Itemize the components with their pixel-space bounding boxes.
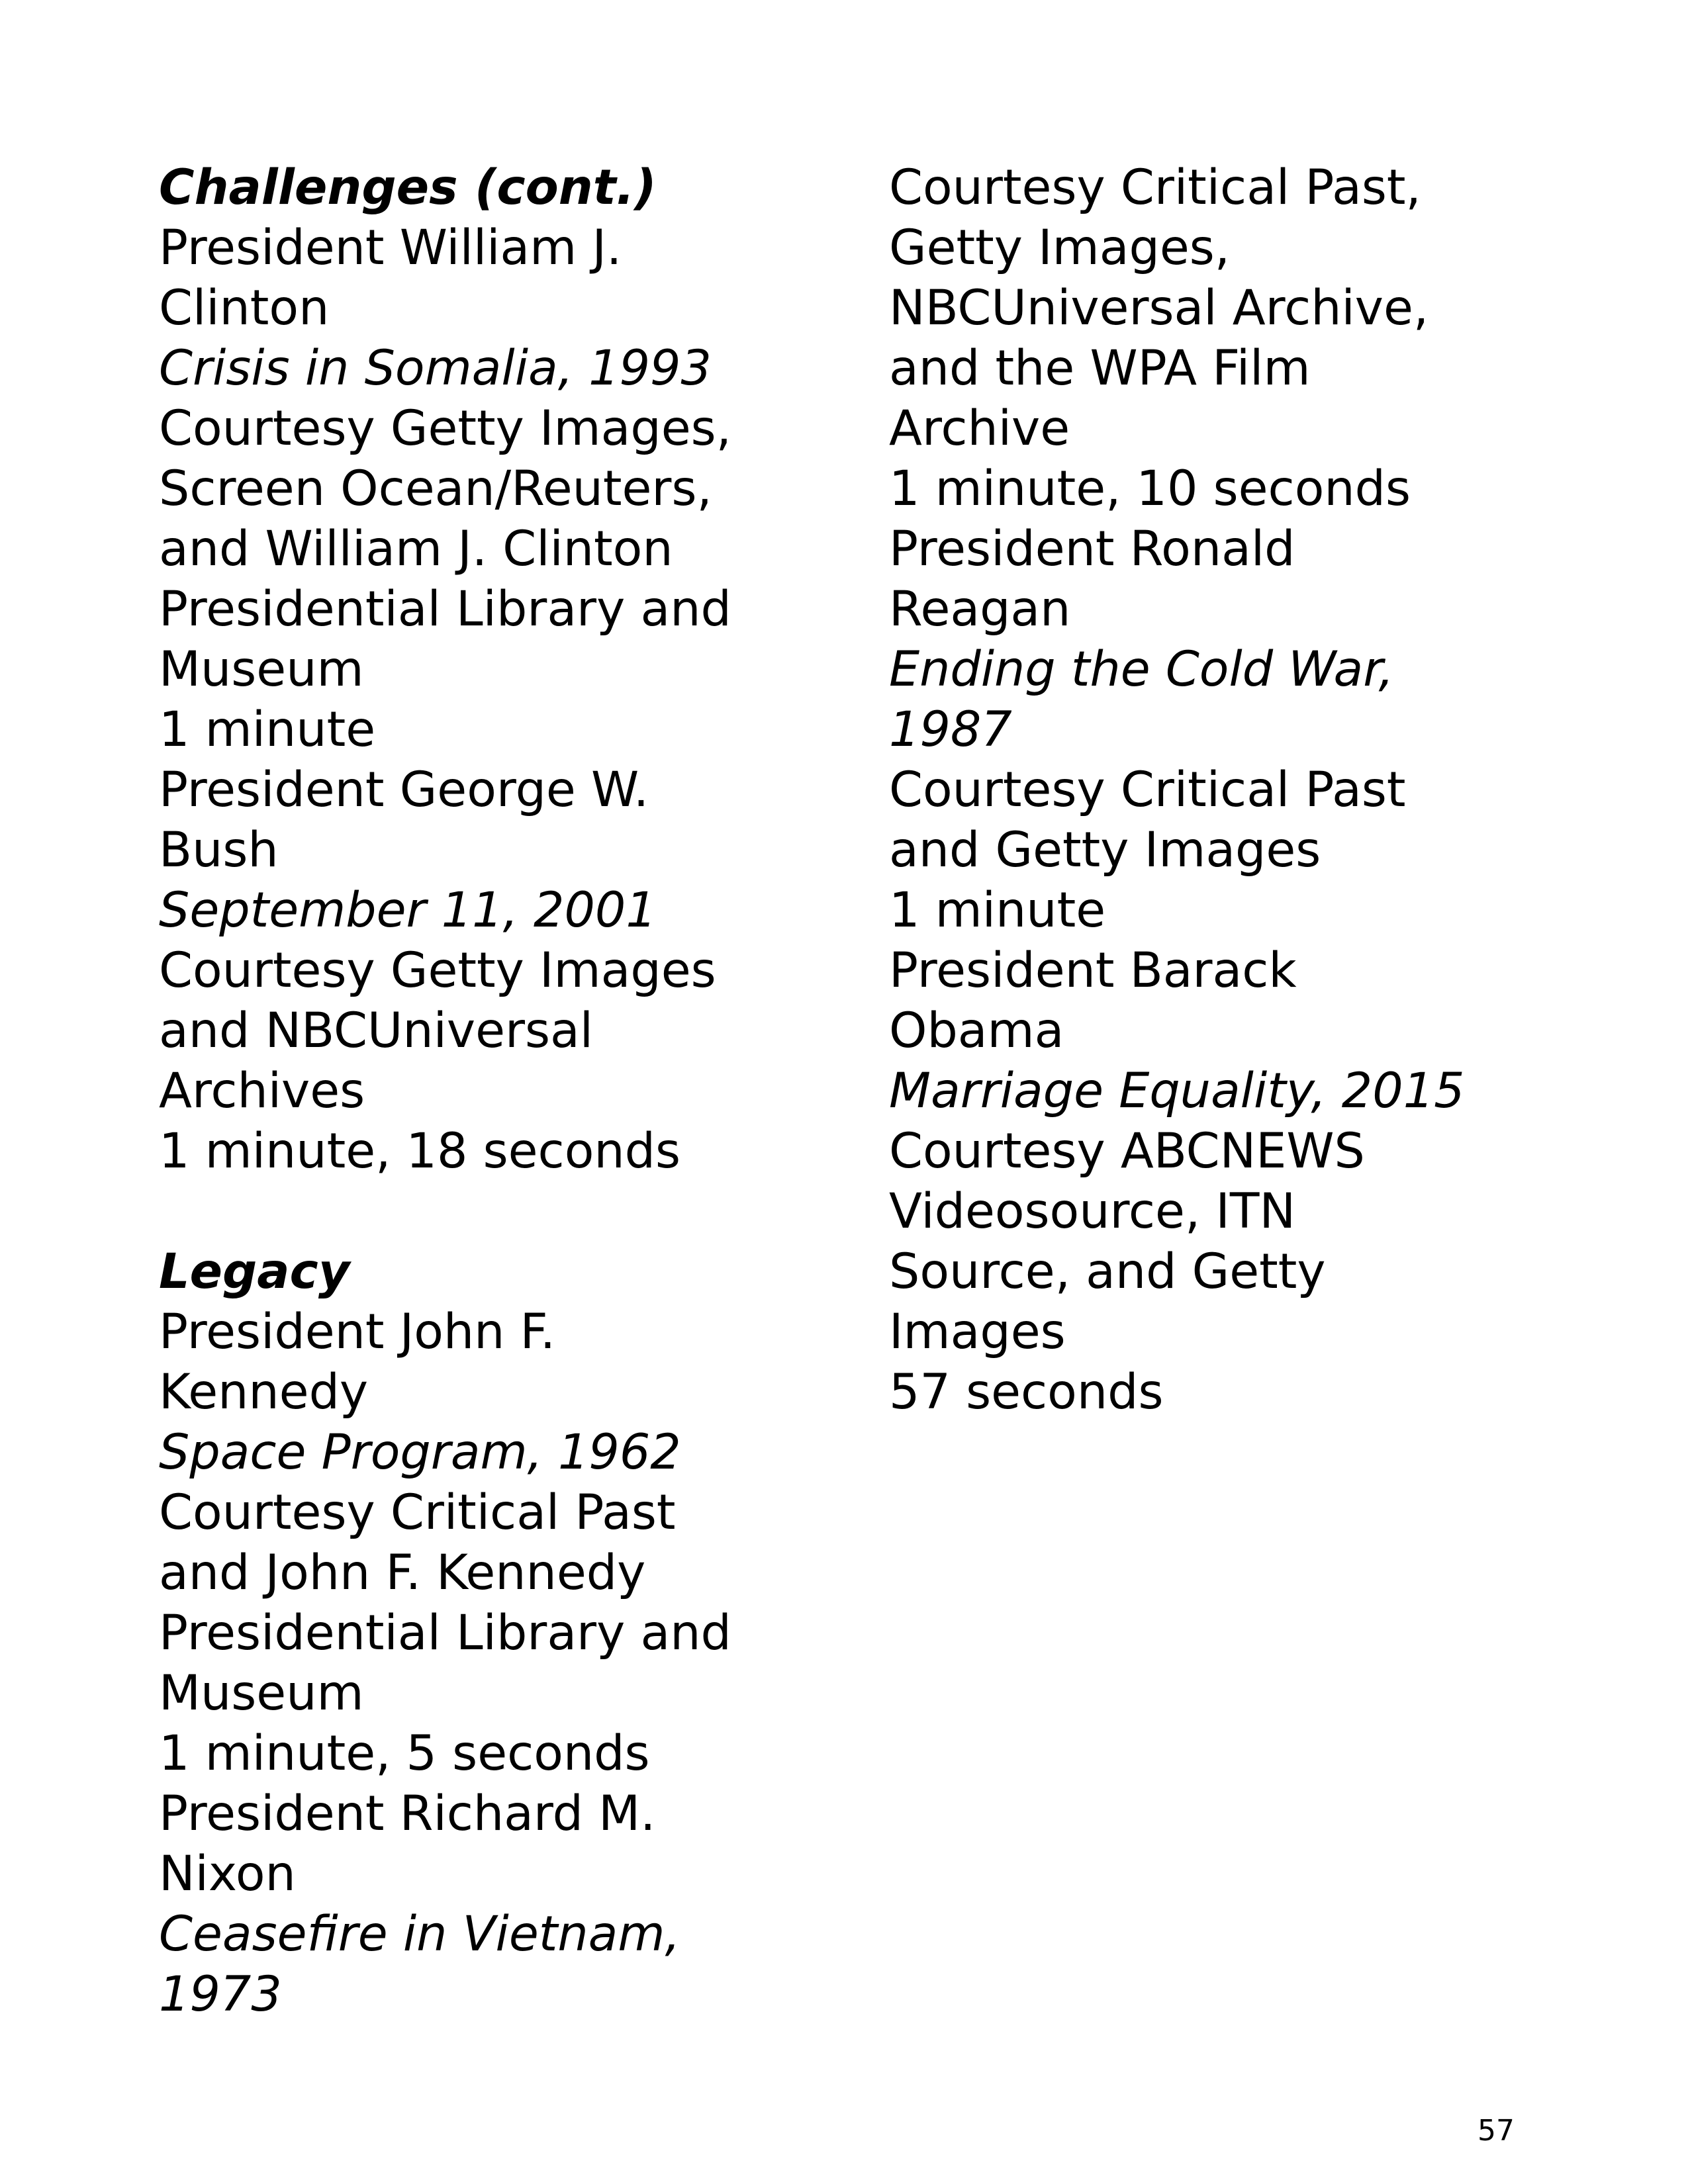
page-number: 57 (1477, 2114, 1515, 2148)
right-column (889, 158, 1577, 1422)
president-name-line: Reagan (889, 581, 1071, 637)
credit-line: Courtesy Critical Past (159, 1484, 676, 1541)
entry-kennedy (159, 1302, 861, 1784)
president-name-line: Obama (889, 1003, 1064, 1059)
duration: 1 minute (889, 882, 1106, 938)
entry-obama (889, 940, 1577, 1422)
film-title: Ceasefire in Vietnam, (159, 1906, 680, 1962)
credit-line: Presidential Library and (159, 581, 731, 637)
film-title: Ending the Cold War, (889, 641, 1394, 698)
credit-line: Courtesy Getty Images, (159, 400, 731, 457)
credit-line: Archive (889, 400, 1070, 457)
entry-clinton (159, 218, 861, 760)
president-name-line: Bush (159, 822, 279, 878)
credit-line: Museum (159, 1665, 364, 1721)
duration: 1 minute, 18 seconds (159, 1123, 680, 1179)
president-name-line: President John F. (159, 1304, 556, 1360)
section-spacer (159, 1181, 861, 1242)
film-title: Space Program, 1962 (159, 1424, 681, 1480)
entry-bush (159, 760, 861, 1181)
duration: 1 minute, 5 seconds (159, 1725, 650, 1782)
credit-line: Videosource, ITN (889, 1183, 1296, 1240)
president-name-line: Clinton (159, 280, 330, 336)
entry-reagan (889, 519, 1577, 940)
president-name-line: President William J. (159, 220, 622, 276)
credit-line: Courtesy Getty Images (159, 942, 716, 999)
credit-line: Courtesy ABCNEWS (889, 1123, 1365, 1179)
credit-line: Museum (159, 641, 364, 698)
film-title: Marriage Equality, 2015 (889, 1063, 1465, 1119)
credit-line: and Getty Images (889, 822, 1321, 878)
entry-nixon-continued (889, 158, 1577, 519)
president-name-line: President George W. (159, 762, 649, 818)
duration: 57 seconds (889, 1364, 1164, 1420)
credit-line: Getty Images, (889, 220, 1230, 276)
film-title: 1987 (889, 702, 1012, 758)
president-name-line: President Richard M. (159, 1786, 656, 1842)
left-column (159, 158, 861, 2025)
section-heading-challenges: Challenges (cont.) (159, 159, 657, 216)
credit-line: Screen Ocean/Reuters, (159, 461, 712, 517)
credit-line: Courtesy Critical Past, (889, 159, 1421, 216)
film-title: September 11, 2001 (159, 882, 657, 938)
credit-line: Archives (159, 1063, 365, 1119)
film-title: Crisis in Somalia, 1993 (159, 340, 712, 396)
credit-line: Source, and Getty (889, 1244, 1326, 1300)
section-heading-legacy: Legacy (159, 1244, 350, 1300)
credit-line: and NBCUniversal (159, 1003, 594, 1059)
credit-line: and William J. Clinton (159, 521, 673, 577)
credit-line: NBCUniversal Archive, (889, 280, 1429, 336)
film-title: 1973 (159, 1966, 282, 2023)
credit-line: Presidential Library and (159, 1605, 731, 1661)
president-name-line: President Ronald (889, 521, 1295, 577)
credit-line: and the WPA Film (889, 340, 1311, 396)
duration: 1 minute, 10 seconds (889, 461, 1411, 517)
president-name-line: President Barack (889, 942, 1297, 999)
entry-nixon (159, 1784, 861, 2025)
president-name-line: Nixon (159, 1846, 296, 1902)
credit-line: Images (889, 1304, 1066, 1360)
credit-line: and John F. Kennedy (159, 1545, 646, 1601)
president-name-line: Kennedy (159, 1364, 369, 1420)
duration: 1 minute (159, 702, 376, 758)
credit-line: Courtesy Critical Past (889, 762, 1406, 818)
